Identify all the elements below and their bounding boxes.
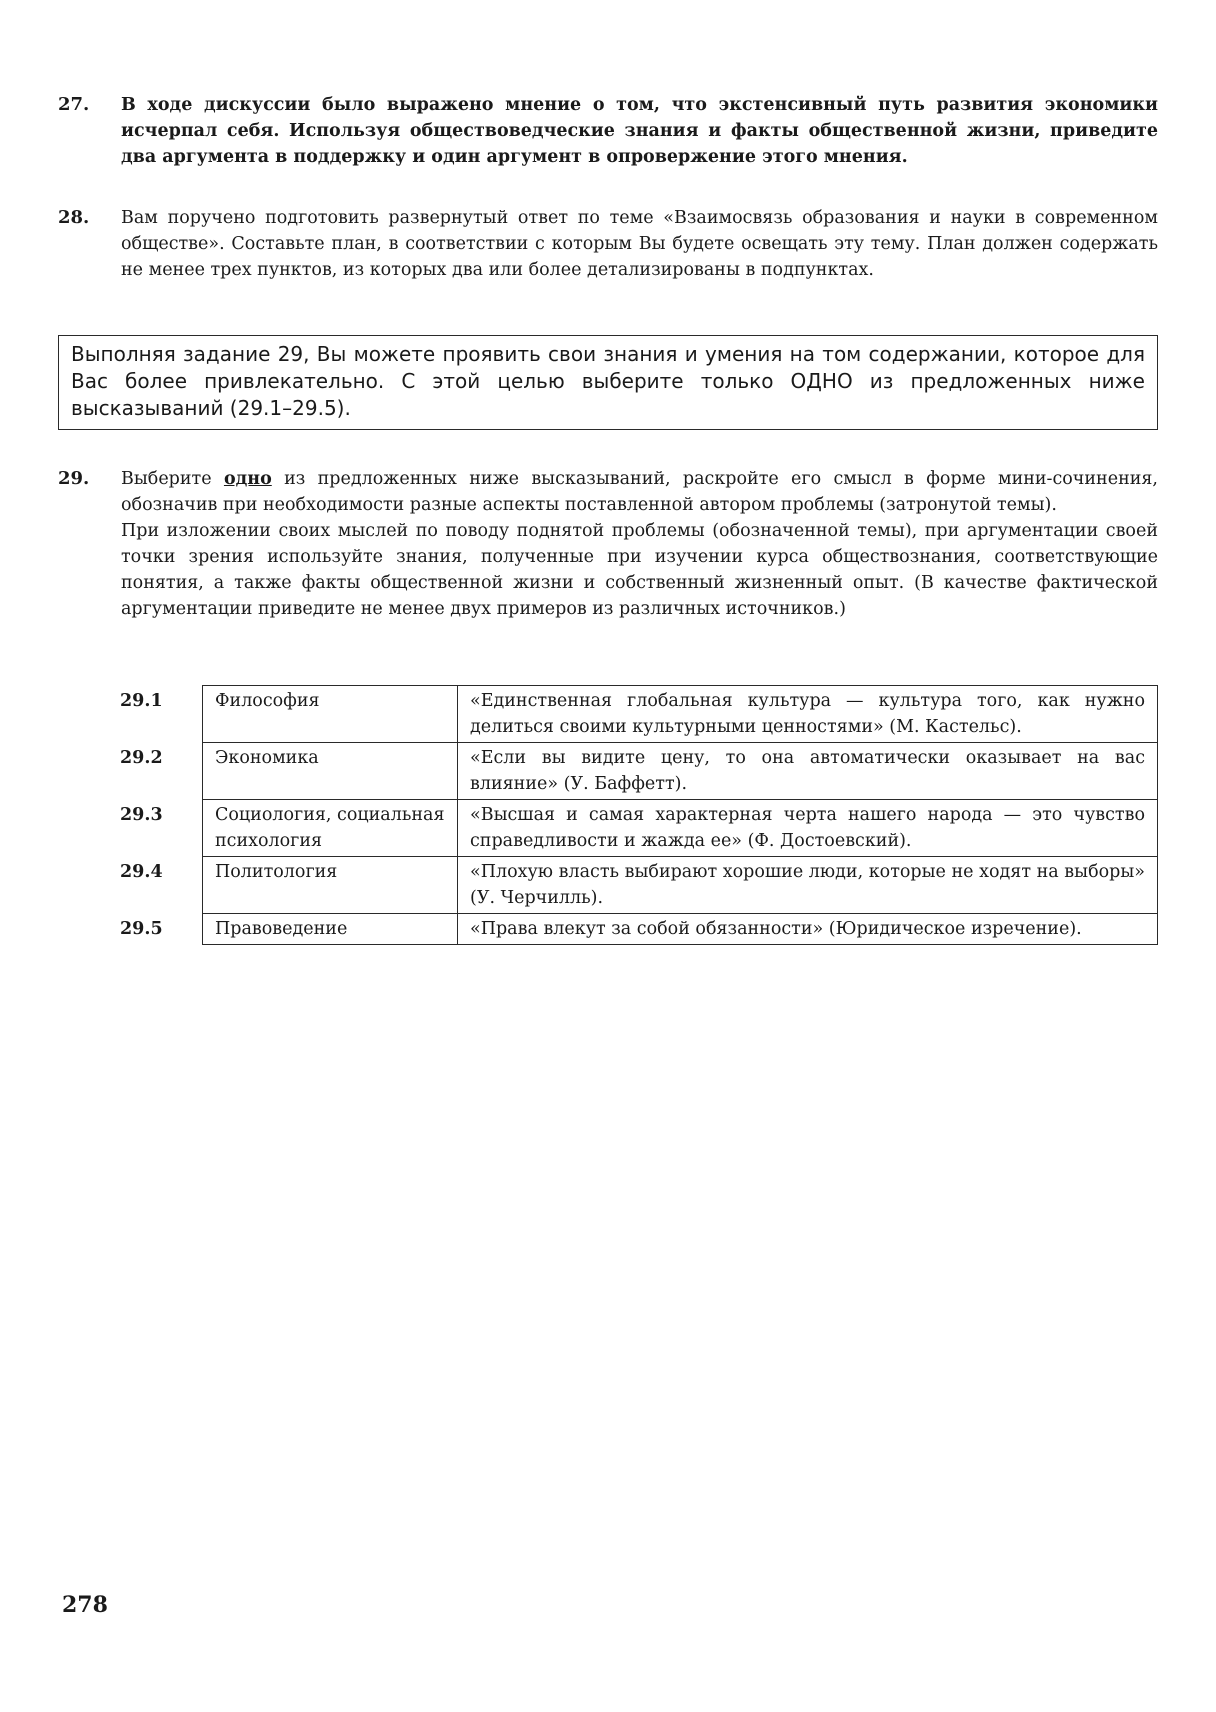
option-subject: Социология, социальная психология — [203, 800, 458, 857]
option-number: 29.2 — [120, 747, 163, 768]
task-29-paragraph-1 — [121, 466, 1158, 518]
option-quote: «Единственная глобальная культура — культура того, как нужно делиться своими культурными ценностями» (М. Кастельс). — [458, 686, 1158, 743]
option-quote: «Если вы видите цену, то она автоматически оказывает на вас влияние» (У. Баффетт). — [458, 743, 1158, 800]
option-quote: «Плохую власть выбирают хорошие люди, которые не ходят на выборы» (У. Черчилль). — [458, 857, 1158, 914]
table-row — [120, 800, 1158, 857]
task-27 — [58, 92, 1158, 170]
option-number: 29.5 — [120, 918, 163, 939]
options-table — [120, 685, 1158, 945]
task-28 — [58, 205, 1158, 283]
option-quote: «Высшая и самая характерная черта нашего народа — это чувство справедливости и жажда ее» (Ф. Достоевский). — [458, 800, 1158, 857]
task-number: 27. — [58, 94, 90, 115]
task-29-rest: из предложенных ниже высказываний, раскройте его смысл в форме мини-сочинения, обозначив при необходимости разные аспекты поставленной автором проблемы (затронутой темы). — [121, 469, 1158, 515]
task-text: Вам поручено подготовить развернутый ответ по теме «Взаимосвязь образования и науки в современном обществе». Составьте план, в соответствии с которым Вы будете освещать эту тему. План должен содержать не менее трех пунктов, из которых два или более детализированы в подпунктах. — [121, 208, 1158, 280]
option-subject: Философия — [203, 686, 458, 743]
task-text: В ходе дискуссии было выражено мнение о том, что экстенсивный путь развития экономики исчерпал себя. Используя обществоведческие знания и факты общественной жизни, приведите два аргумента в поддержку и один аргумент в опровержение этого мнения. — [121, 95, 1158, 167]
underlined-word: одно — [223, 469, 272, 489]
task-29-lead: Выберите — [121, 469, 212, 489]
table-row — [120, 743, 1158, 800]
option-number: 29.1 — [120, 690, 163, 711]
task-number: 29. — [58, 468, 90, 489]
option-subject: Экономика — [203, 743, 458, 800]
table-row — [120, 686, 1158, 743]
page-number: 278 — [62, 1592, 108, 1618]
table-row — [120, 914, 1158, 945]
table-row — [120, 857, 1158, 914]
option-subject: Правоведение — [203, 914, 458, 945]
option-number: 29.4 — [120, 861, 163, 882]
task-text — [121, 466, 1158, 622]
option-subject: Политология — [203, 857, 458, 914]
task-number: 28. — [58, 207, 90, 228]
task-29-paragraph-2: При изложении своих мыслей по поводу поднятой проблемы (обозначенной темы), при аргументации своей точки зрения используйте знания, полученные при изучении курса обществознания, соответствующие понятия, а также факты общественной жизни и собственный жизненный опыт. (В качестве фактической аргументации приведите не менее двух примеров из различных источников.) — [121, 521, 1158, 619]
option-number: 29.3 — [120, 804, 163, 825]
option-quote: «Права влекут за собой обязанности» (Юридическое изречение). — [458, 914, 1158, 945]
task-29 — [58, 466, 1158, 622]
instruction-box: Выполняя задание 29, Вы можете проявить свои знания и умения на том содержании, которое для Вас более привлекательно. С этой целью выберите только ОДНО из предложенных ниже высказываний (29.1–29.5). — [58, 335, 1158, 430]
